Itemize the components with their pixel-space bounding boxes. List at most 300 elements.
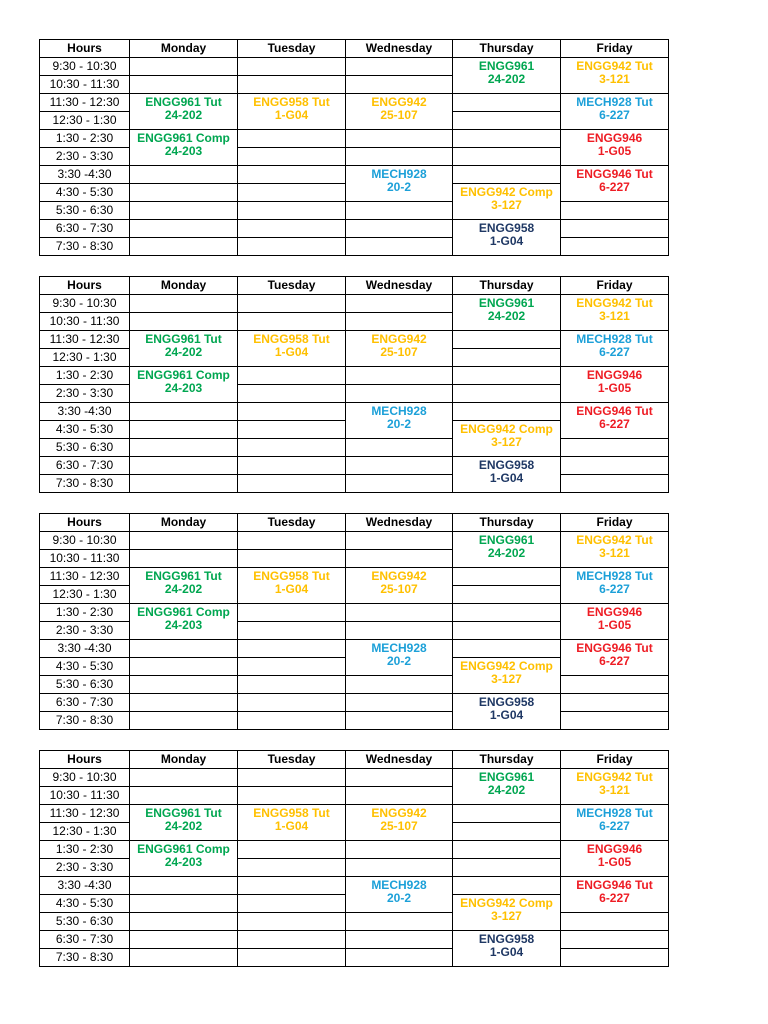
table-row [40,805,669,823]
empty-cell [238,76,346,94]
table-row [40,568,669,586]
empty-cell [238,148,346,166]
empty-cell [453,841,561,859]
empty-cell [130,532,238,550]
hour-label: 4:30 - 5:30 [40,895,130,913]
class-name: ENGG946 [586,131,643,145]
empty-cell [346,202,453,220]
class-name: ENGG961 [478,533,535,547]
class-name: ENGG946 [586,368,643,382]
table-row [40,877,669,895]
hour-label: 6:30 - 7:30 [40,220,130,238]
empty-cell [130,931,238,949]
empty-cell [238,694,346,712]
class-room: 1-G04 [274,345,309,359]
timetable-table [39,513,669,730]
header-row [40,277,669,295]
empty-cell [238,130,346,148]
class-block-friday [561,130,669,166]
class-name: ENGG958 [478,221,535,235]
header-friday: Friday [561,277,669,295]
class-block-thursday [453,769,561,805]
class-room: 20-2 [386,891,412,905]
empty-cell [238,457,346,475]
class-room: 24-202 [487,783,526,797]
empty-cell [346,475,453,493]
empty-cell [561,439,669,457]
hour-label: 4:30 - 5:30 [40,184,130,202]
class-name: MECH928 [371,878,427,892]
class-name: ENGG946 [586,605,643,619]
empty-cell [453,403,561,421]
hour-label: 5:30 - 6:30 [40,913,130,931]
hour-label: 5:30 - 6:30 [40,439,130,457]
class-name: MECH928 [371,167,427,181]
class-name: ENGG961 Tut [145,569,222,583]
class-block-friday [561,295,669,331]
class-room: 24-202 [164,108,203,122]
timetable-table [39,276,669,493]
class-name: ENGG958 Tut [253,569,330,583]
empty-cell [453,130,561,148]
class-name: ENGG942 [371,332,427,346]
class-room: 25-107 [380,108,418,122]
class-room: 24-203 [164,144,203,158]
empty-cell [346,931,453,949]
header-hours: Hours [40,40,130,58]
class-block-friday [561,877,669,913]
hour-label: 3:30 -4:30 [40,877,130,895]
class-name: ENGG958 Tut [253,332,330,346]
class-name: ENGG961 Tut [145,95,222,109]
class-name: MECH928 [371,641,427,655]
empty-cell [346,58,453,76]
empty-cell [561,202,669,220]
empty-cell [453,166,561,184]
header-friday: Friday [561,40,669,58]
header-thursday: Thursday [453,751,561,769]
hour-label: 9:30 - 10:30 [40,58,130,76]
hour-label: 2:30 - 3:30 [40,385,130,403]
class-room: 6-227 [599,180,630,194]
empty-cell [561,931,669,949]
empty-cell [130,913,238,931]
class-name: ENGG946 Tut [576,878,653,892]
empty-cell [346,295,453,313]
class-name: ENGG942 [371,806,427,820]
hour-label: 12:30 - 1:30 [40,349,130,367]
header-tuesday: Tuesday [238,751,346,769]
table-row [40,166,669,184]
hour-label: 3:30 -4:30 [40,166,130,184]
class-block-friday [561,58,669,94]
empty-cell [238,640,346,658]
table-row [40,913,669,931]
empty-cell [130,403,238,421]
table-row [40,769,669,787]
empty-cell [453,331,561,349]
empty-cell [130,166,238,184]
class-room: 3-127 [491,909,522,923]
table-row [40,640,669,658]
empty-cell [130,895,238,913]
class-room: 1-G05 [597,381,632,395]
table-row [40,676,669,694]
class-room: 1-G04 [489,945,524,959]
empty-cell [346,949,453,967]
class-room: 1-G04 [489,471,524,485]
class-block-friday [561,367,669,403]
header-row [40,751,669,769]
class-name: ENGG942 Comp [460,185,553,199]
hour-label: 10:30 - 11:30 [40,313,130,331]
class-block-wednesday [346,640,453,676]
table-row [40,694,669,712]
empty-cell [453,148,561,166]
timetable-table [39,39,669,256]
empty-cell [346,787,453,805]
class-name: MECH928 Tut [576,332,653,346]
empty-cell [561,694,669,712]
class-room: 1-G04 [489,234,524,248]
class-name: ENGG961 Comp [137,131,230,145]
empty-cell [561,238,669,256]
empty-cell [238,238,346,256]
hour-label: 10:30 - 11:30 [40,550,130,568]
hour-label: 11:30 - 12:30 [40,805,130,823]
empty-cell [561,457,669,475]
empty-cell [453,385,561,403]
class-block-friday [561,532,669,568]
empty-cell [238,859,346,877]
class-name: ENGG942 Tut [576,59,653,73]
empty-cell [130,694,238,712]
empty-cell [346,550,453,568]
empty-cell [130,457,238,475]
hour-label: 3:30 -4:30 [40,640,130,658]
empty-cell [346,238,453,256]
class-block-thursday [453,694,561,730]
empty-cell [130,949,238,967]
class-room: 6-227 [599,417,630,431]
class-room: 24-202 [164,582,203,596]
empty-cell [238,313,346,331]
empty-cell [238,421,346,439]
empty-cell [238,367,346,385]
class-name: ENGG942 Tut [576,533,653,547]
class-name: ENGG961 Comp [137,605,230,619]
class-name: ENGG946 [586,842,643,856]
class-room: 1-G04 [274,819,309,833]
class-name: ENGG942 Tut [576,296,653,310]
class-room: 25-107 [380,345,418,359]
empty-cell [561,676,669,694]
empty-cell [453,94,561,112]
class-room: 20-2 [386,180,412,194]
class-name: ENGG961 Tut [145,332,222,346]
class-block-friday [561,94,669,130]
hour-label: 1:30 - 2:30 [40,604,130,622]
class-block-wednesday [346,403,453,439]
class-block-monday [130,805,238,841]
class-block-wednesday [346,805,453,841]
class-block-monday [130,604,238,640]
hour-label: 2:30 - 3:30 [40,622,130,640]
class-block-friday [561,568,669,604]
class-name: ENGG946 Tut [576,167,653,181]
empty-cell [453,640,561,658]
class-room: 6-227 [599,345,630,359]
empty-cell [238,202,346,220]
empty-cell [238,712,346,730]
header-row [40,514,669,532]
empty-cell [453,568,561,586]
class-name: ENGG961 Comp [137,842,230,856]
header-thursday: Thursday [453,514,561,532]
hour-label: 11:30 - 12:30 [40,568,130,586]
class-block-thursday [453,58,561,94]
empty-cell [238,931,346,949]
hour-label: 12:30 - 1:30 [40,823,130,841]
class-block-wednesday [346,331,453,367]
empty-cell [130,676,238,694]
empty-cell [130,184,238,202]
class-name: ENGG961 [478,59,535,73]
header-thursday: Thursday [453,40,561,58]
class-room: 3-127 [491,435,522,449]
header-monday: Monday [130,40,238,58]
class-block-friday [561,805,669,841]
class-name: ENGG942 Comp [460,659,553,673]
empty-cell [561,949,669,967]
empty-cell [130,658,238,676]
empty-cell [453,859,561,877]
class-name: ENGG942 Comp [460,896,553,910]
class-name: ENGG942 Comp [460,422,553,436]
hour-label: 1:30 - 2:30 [40,367,130,385]
hour-label: 12:30 - 1:30 [40,586,130,604]
class-block-wednesday [346,568,453,604]
header-monday: Monday [130,277,238,295]
header-wednesday: Wednesday [346,277,453,295]
class-block-thursday [453,658,561,694]
class-block-thursday [453,421,561,457]
class-room: 20-2 [386,654,412,668]
hour-label: 6:30 - 7:30 [40,457,130,475]
header-tuesday: Tuesday [238,514,346,532]
class-block-thursday [453,931,561,967]
hour-label: 11:30 - 12:30 [40,331,130,349]
empty-cell [238,385,346,403]
table-row [40,220,669,238]
class-name: ENGG961 Tut [145,806,222,820]
empty-cell [453,112,561,130]
empty-cell [238,403,346,421]
empty-cell [561,220,669,238]
table-row [40,475,669,493]
header-hours: Hours [40,751,130,769]
class-room: 1-G05 [597,855,632,869]
class-room: 6-227 [599,108,630,122]
table-row [40,439,669,457]
class-room: 3-121 [599,72,630,86]
hour-label: 1:30 - 2:30 [40,130,130,148]
class-room: 24-202 [487,72,526,86]
empty-cell [238,676,346,694]
class-block-tuesday [238,331,346,367]
empty-cell [453,877,561,895]
hour-label: 7:30 - 8:30 [40,238,130,256]
class-block-monday [130,130,238,166]
empty-cell [238,550,346,568]
class-name: ENGG958 [478,695,535,709]
hour-label: 9:30 - 10:30 [40,769,130,787]
empty-cell [561,475,669,493]
class-room: 6-227 [599,891,630,905]
table-row [40,295,669,313]
table-row [40,94,669,112]
empty-cell [130,295,238,313]
header-tuesday: Tuesday [238,277,346,295]
empty-cell [346,385,453,403]
hour-label: 10:30 - 11:30 [40,787,130,805]
class-room: 25-107 [380,582,418,596]
class-block-wednesday [346,877,453,913]
empty-cell [346,712,453,730]
empty-cell [130,787,238,805]
table-row [40,841,669,859]
class-room: 24-203 [164,618,203,632]
empty-cell [238,877,346,895]
empty-cell [130,202,238,220]
hour-label: 9:30 - 10:30 [40,295,130,313]
class-room: 20-2 [386,417,412,431]
hour-label: 9:30 - 10:30 [40,532,130,550]
empty-cell [346,367,453,385]
class-name: ENGG961 Comp [137,368,230,382]
header-friday: Friday [561,514,669,532]
class-room: 25-107 [380,819,418,833]
table-row [40,949,669,967]
empty-cell [238,769,346,787]
empty-cell [346,913,453,931]
class-name: MECH928 [371,404,427,418]
empty-cell [130,313,238,331]
table-row [40,202,669,220]
table-row [40,604,669,622]
class-block-friday [561,166,669,202]
class-block-monday [130,94,238,130]
hour-label: 12:30 - 1:30 [40,112,130,130]
class-room: 24-203 [164,381,203,395]
header-friday: Friday [561,751,669,769]
class-room: 24-203 [164,855,203,869]
empty-cell [453,349,561,367]
class-room: 1-G05 [597,144,632,158]
class-block-wednesday [346,166,453,202]
class-name: MECH928 Tut [576,806,653,820]
class-room: 1-G04 [274,108,309,122]
hour-label: 3:30 -4:30 [40,403,130,421]
class-block-friday [561,640,669,676]
class-block-friday [561,841,669,877]
hour-label: 6:30 - 7:30 [40,931,130,949]
class-name: ENGG958 Tut [253,95,330,109]
table-row [40,367,669,385]
empty-cell [346,604,453,622]
empty-cell [453,367,561,385]
hour-label: 5:30 - 6:30 [40,202,130,220]
empty-cell [130,421,238,439]
header-tuesday: Tuesday [238,40,346,58]
empty-cell [346,676,453,694]
class-block-monday [130,568,238,604]
class-block-thursday [453,895,561,931]
class-block-wednesday [346,94,453,130]
class-room: 3-127 [491,198,522,212]
table-row [40,331,669,349]
class-name: ENGG942 Tut [576,770,653,784]
header-hours: Hours [40,277,130,295]
class-block-monday [130,367,238,403]
class-room: 1-G04 [274,582,309,596]
empty-cell [238,913,346,931]
class-block-thursday [453,457,561,493]
class-name: ENGG946 Tut [576,641,653,655]
empty-cell [238,604,346,622]
empty-cell [238,949,346,967]
class-name: MECH928 Tut [576,95,653,109]
empty-cell [130,712,238,730]
table-row [40,931,669,949]
header-wednesday: Wednesday [346,40,453,58]
empty-cell [346,532,453,550]
empty-cell [238,220,346,238]
empty-cell [130,475,238,493]
class-name: ENGG946 Tut [576,404,653,418]
empty-cell [561,913,669,931]
header-monday: Monday [130,514,238,532]
class-room: 24-202 [487,309,526,323]
empty-cell [346,769,453,787]
empty-cell [346,148,453,166]
class-name: MECH928 Tut [576,569,653,583]
class-room: 3-121 [599,783,630,797]
table-row [40,532,669,550]
empty-cell [238,295,346,313]
class-block-tuesday [238,94,346,130]
hour-label: 4:30 - 5:30 [40,421,130,439]
empty-cell [346,76,453,94]
hour-label: 5:30 - 6:30 [40,676,130,694]
table-row [40,130,669,148]
class-block-thursday [453,184,561,220]
empty-cell [238,166,346,184]
empty-cell [238,532,346,550]
empty-cell [453,823,561,841]
class-room: 1-G04 [489,708,524,722]
hour-label: 11:30 - 12:30 [40,94,130,112]
class-room: 6-227 [599,819,630,833]
empty-cell [238,475,346,493]
class-name: ENGG958 [478,458,535,472]
hour-label: 7:30 - 8:30 [40,949,130,967]
header-monday: Monday [130,751,238,769]
class-block-monday [130,841,238,877]
empty-cell [346,841,453,859]
empty-cell [346,622,453,640]
empty-cell [130,439,238,457]
